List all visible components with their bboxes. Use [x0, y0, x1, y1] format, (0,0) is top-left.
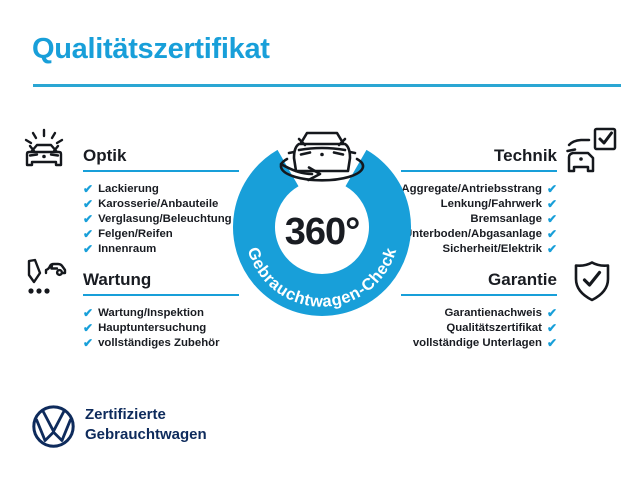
- checklist-item: [401, 241, 557, 256]
- checklist-item-label: Bremsanlage: [470, 212, 542, 225]
- section-wartung-title: Wartung: [83, 270, 152, 289]
- checklist-item: [83, 226, 239, 241]
- checklist-item-label: Verglasung/Beleuchtung: [98, 212, 232, 225]
- section-wartung: [83, 270, 239, 350]
- checklist-item: [401, 305, 557, 320]
- check-icon: ✔: [546, 181, 557, 196]
- section-technik: [401, 146, 557, 256]
- 360-badge: [220, 118, 424, 322]
- section-garantie-underline: [401, 294, 557, 296]
- garantie-checklist: [401, 305, 557, 350]
- section-wartung-underline: [83, 294, 239, 296]
- checklist-item: [401, 226, 557, 241]
- pen-car-icon: [21, 258, 69, 298]
- wartung-checklist: [83, 305, 239, 350]
- checklist-item-label: Felgen/Reifen: [98, 227, 173, 240]
- checklist-item-label: Qualitätszertifikat: [446, 321, 542, 334]
- checklist-item-label: Unterboden/Abgasanlage: [403, 227, 542, 240]
- checklist-item: [401, 320, 557, 335]
- badge-degree: 360°: [284, 211, 360, 253]
- check-icon: ✔: [83, 181, 94, 196]
- checklist-item-label: Garantienachweis: [444, 306, 542, 319]
- technik-checklist: [401, 181, 557, 256]
- check-icon: ✔: [546, 305, 557, 320]
- checklist-item: [401, 196, 557, 211]
- page-title: Qualitätszertifikat: [32, 33, 270, 65]
- section-optik: [83, 146, 239, 256]
- checklist-item: [83, 241, 239, 256]
- checklist-item: [83, 181, 239, 196]
- check-icon: ✔: [83, 211, 94, 226]
- check-icon: ✔: [83, 196, 94, 211]
- section-optik-underline: [83, 170, 239, 172]
- vw-logo: [31, 404, 76, 449]
- title-divider: [33, 84, 621, 87]
- checklist-item-label: Hauptuntersuchung: [98, 321, 207, 334]
- optik-checklist: [83, 181, 239, 256]
- badge-ring-label: Gebrauchtwagen-Check: [243, 244, 401, 311]
- checklist-item: [83, 196, 239, 211]
- section-technik-underline: [401, 170, 557, 172]
- check-icon: ✔: [83, 335, 94, 350]
- car-shine-icon: [21, 127, 67, 177]
- check-icon: ✔: [546, 211, 557, 226]
- car-checkbox-icon: [565, 126, 619, 184]
- checklist-item-label: Lackierung: [98, 182, 159, 195]
- section-garantie-title: Garantie: [488, 270, 557, 289]
- checklist-item-label: Sicherheit/Elektrik: [442, 242, 542, 255]
- checklist-item: [401, 211, 557, 226]
- check-icon: ✔: [83, 241, 94, 256]
- shield-check-icon: [572, 260, 612, 306]
- checklist-item: [83, 335, 239, 350]
- check-icon: ✔: [83, 305, 94, 320]
- rotating-car-icon: [281, 133, 363, 180]
- checklist-item: [401, 181, 557, 196]
- checklist-item: [83, 305, 239, 320]
- check-icon: ✔: [546, 196, 557, 211]
- section-technik-title: Technik: [494, 146, 557, 165]
- checklist-item-label: Karosserie/Anbauteile: [98, 197, 219, 210]
- checklist-item-label: vollständiges Zubehör: [98, 336, 220, 349]
- brand-claim: [85, 405, 207, 445]
- check-icon: ✔: [546, 320, 557, 335]
- checklist-item: [83, 211, 239, 226]
- check-icon: ✔: [83, 320, 94, 335]
- checklist-item-label: Wartung/Inspektion: [98, 306, 204, 319]
- section-optik-title: Optik: [83, 146, 127, 165]
- section-garantie: [401, 270, 557, 350]
- check-icon: ✔: [546, 226, 557, 241]
- check-icon: ✔: [546, 241, 557, 256]
- checklist-item-label: Aggregate/Antriebsstrang: [401, 182, 542, 195]
- brand-claim-line1: Zertifizierte: [85, 406, 166, 423]
- checklist-item-label: Innenraum: [98, 242, 157, 255]
- checklist-item: [83, 320, 239, 335]
- check-icon: ✔: [546, 335, 557, 350]
- checklist-item-label: vollständige Unterlagen: [412, 336, 542, 349]
- checklist-item-label: Lenkung/Fahrwerk: [440, 197, 542, 210]
- checklist-item: [401, 335, 557, 350]
- check-icon: ✔: [83, 226, 94, 241]
- brand-claim-line2: Gebrauchtwagen: [85, 426, 207, 443]
